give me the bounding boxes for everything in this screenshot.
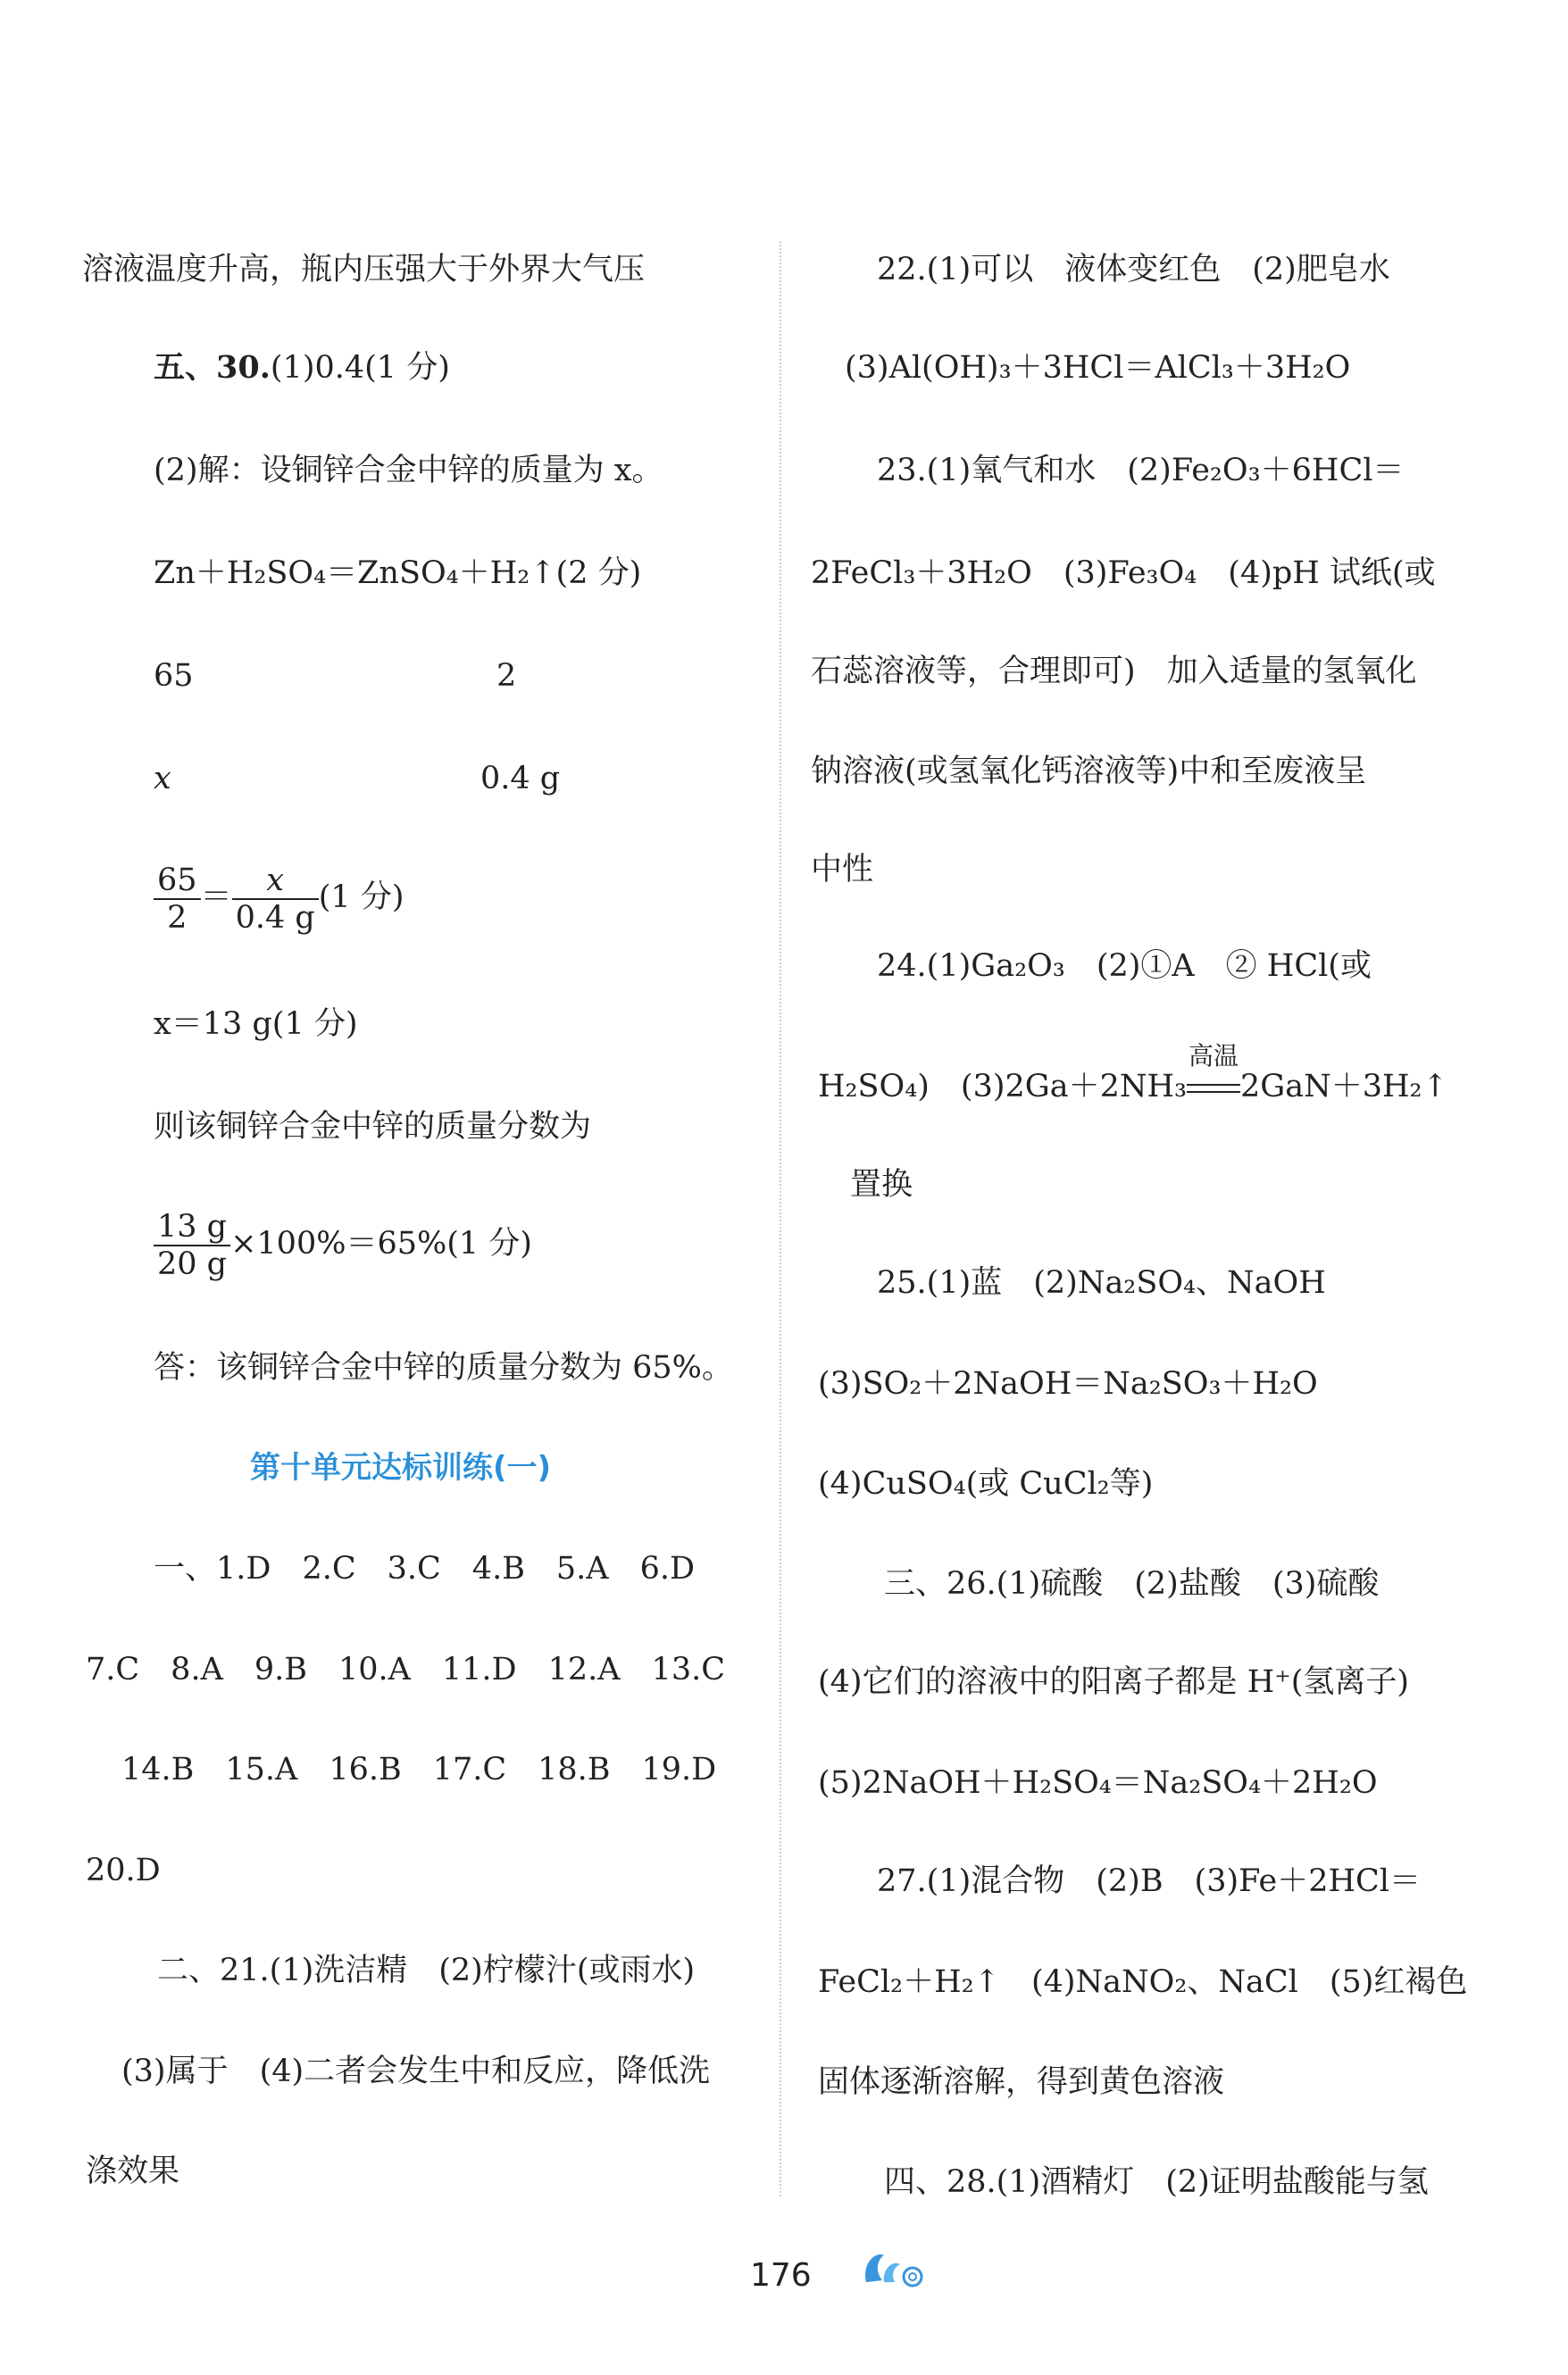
text-line: 答：该铜锌合金中锌的质量分数为 65%。 [154,1350,733,1386]
equation-part: 2GaN＋3H₂↑ [1240,1069,1448,1104]
text-line: (2)解：设铜锌合金中锌的质量为 x。 [154,453,663,488]
ratio-row [154,759,561,798]
section-heading: 第十单元达标训练(一) [250,1450,552,1486]
answer-row: 一、1.D 2.C 3.C 4.B 5.A 6.D [154,1551,696,1587]
fraction [154,862,201,936]
fraction [232,862,319,936]
question-30 [154,348,450,388]
condition-label: 高温 [1189,1041,1239,1071]
text-line: x＝13 g(1 分) [154,1006,358,1042]
answer-row: 三、26.(1)硫酸 (2)盐酸 (3)硫酸 [884,1566,1380,1602]
ratio-right: 2 [496,658,517,694]
ratio-right: 0.4 g [480,761,561,796]
score-note: (1 分) [318,879,405,915]
answer-row: 涤效果 [86,2154,180,2189]
answer-row: FeCl₂＋H₂↑ (4)NaNO₂、NaCl (5)红褐色 [818,1964,1468,2000]
equation-line: (3)Al(OH)₃＋3HCl＝AlCl₃＋3H₂O [845,350,1351,386]
flower-logo-icon [857,2246,938,2291]
answer-row: 钠溶液(或氢氧化钙溶液等)中和至废液呈 [811,754,1367,789]
reaction-condition [1187,1041,1240,1106]
answer-row: 固体逐渐溶解，得到黄色溶液 [818,2064,1225,2100]
denominator: 2 [167,899,188,936]
page-number: 176 [750,2257,812,2294]
numerator: 65 [154,862,201,900]
answer-row: (4)它们的溶液中的阳离子都是 H⁺(氢离子) [818,1664,1410,1700]
ratio-left: 65 [154,658,194,694]
answer-row: (3)属于 (4)二者会发生中和反应，降低洗 [121,2054,711,2089]
answer-row: 四、28.(1)酒精灯 (2)证明盐酸能与氢 [884,2164,1429,2200]
fraction-equation [154,859,404,936]
text-line: 则该铜锌合金中锌的质量分数为 [154,1109,592,1145]
equals-sign: ＝ [200,879,232,915]
column-divider [780,241,781,2196]
equation-line: (3)SO₂＋2NaOH＝Na₂SO₃＋H₂O [818,1366,1318,1402]
fraction [154,1209,230,1282]
equation-line [818,1041,1448,1106]
answer-row: 中性 [811,852,874,888]
text-line: 溶液温度升高，瓶内压强大于外界大气压 [82,252,646,288]
answer-row: 24.(1)Ga₂O₃ (2)①A ② HCl(或 [877,948,1372,984]
answer-row: (4)CuSO₄(或 CuCl₂等) [818,1466,1154,1502]
answer-row: 7.C 8.A 9.B 10.A 11.D 12.A 13.C [86,1652,725,1688]
answer-row: 置换 [850,1167,913,1203]
ratio-row [154,656,517,696]
score-note: ×100%＝65%(1 分) [230,1226,532,1262]
equals-sign [1187,1084,1240,1093]
answer-row: 20.D [86,1853,161,1888]
answer-text: (1)0.4(1 分) [270,350,450,386]
answer-row: 27.(1)混合物 (2)B (3)Fe＋2HCl＝ [877,1863,1421,1899]
numerator: x [232,862,319,900]
equation-line: (5)2NaOH＋H₂SO₄＝Na₂SO₄＋2H₂O [818,1765,1378,1801]
answer-row: 23.(1)氧气和水 (2)Fe₂O₃＋6HCl＝ [877,453,1405,488]
denominator: 20 g [157,1246,228,1282]
answer-row: 石蕊溶液等，合理即可) 加入适量的氢氧化 [811,654,1417,689]
question-number: 五、30. [154,349,271,386]
answer-row: 22.(1)可以 液体变红色 (2)肥皂水 [877,252,1390,288]
ratio-left: x [154,761,171,796]
numerator: 13 g [154,1209,230,1246]
fraction-equation [154,1205,532,1282]
answer-row: 二、21.(1)洗洁精 (2)柠檬汁(或雨水) [157,1953,696,1988]
answer-row: 25.(1)蓝 (2)Na₂SO₄、NaOH [877,1265,1326,1301]
equation-part: H₂SO₄) (3)2Ga＋2NH₃ [818,1069,1188,1104]
denominator: 0.4 g [235,899,315,936]
answer-row: 14.B 15.A 16.B 17.C 18.B 19.D [121,1752,717,1788]
answer-row: 2FeCl₃＋3H₂O (3)Fe₃O₄ (4)pH 试纸(或 [811,555,1436,591]
equation-line: Zn＋H₂SO₄＝ZnSO₄＋H₂↑(2 分) [154,555,642,591]
